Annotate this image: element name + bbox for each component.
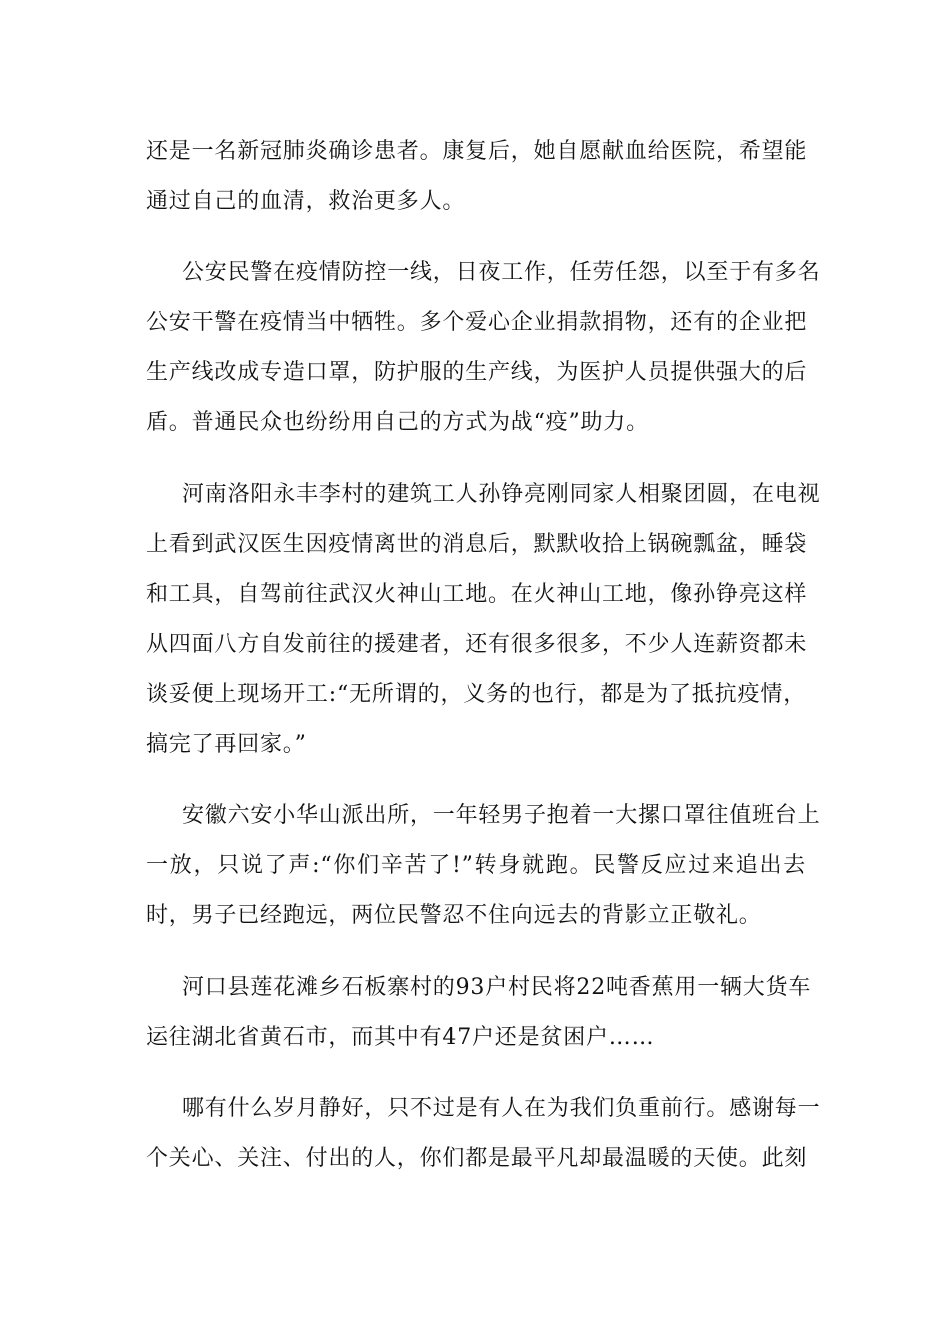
paragraph-2-line-1: 公安民警在疫情防控一线，日夜工作，任劳任怨，以至于有多名 xyxy=(182,260,821,285)
paragraph-5-line-1: 河口县莲花滩乡石板寨村的93户村民将22吨香蕉用一辆大货车 xyxy=(182,975,812,1000)
paragraph-4-line-2: 一放，只说了声:“你们辛苦了!”转身就跑。民警反应过来追出去 xyxy=(146,853,806,878)
paragraph-3-line-6: 搞完了再回家。” xyxy=(146,732,307,757)
paragraph-2-line-3: 生产线改成专造口罩，防护服的生产线，为医护人员提供强大的后 xyxy=(146,360,808,385)
paragraph-2-line-4: 盾。普通民众也纷纷用自己的方式为战“疫”助力。 xyxy=(146,410,649,435)
paragraph-3-line-4: 从四面八方自发前往的援建者，还有很多很多，不少人连薪资都未 xyxy=(146,632,808,657)
paragraph-3-line-5: 谈妥便上现场开工:“无所谓的，义务的也行，都是为了抵抗疫情， xyxy=(146,682,806,707)
paragraph-2-line-2: 公安干警在疫情当中牺牲。多个爱心企业捐款捐物，还有的企业把 xyxy=(146,310,808,335)
paragraph-5-line-2: 运往湖北省黄石市，而其中有47户还是贫困户…… xyxy=(146,1025,655,1050)
paragraph-4-line-1: 安徽六安小华山派出所，一年轻男子抱着一大摞口罩往值班台上 xyxy=(182,803,821,828)
paragraph-6-line-2: 个关心、关注、付出的人，你们都是最平凡却最温暖的天使。此刻 xyxy=(146,1146,808,1171)
paragraph-4-line-3: 时，男子已经跑远，两位民警忍不住向远去的背影立正敬礼。 xyxy=(146,903,762,928)
paragraph-1-line-1: 还是一名新冠肺炎确诊患者。康复后，她自愿献血给医院，希望能 xyxy=(146,139,808,164)
paragraph-6-line-1: 哪有什么岁月静好，只不过是有人在为我们负重前行。感谢每一 xyxy=(182,1096,821,1121)
paragraph-1-line-2: 通过自己的血清，救治更多人。 xyxy=(146,189,466,214)
paragraph-3-line-1: 河南洛阳永丰李村的建筑工人孙铮亮刚同家人相聚团圆，在电视 xyxy=(182,482,821,507)
paragraph-3-line-2: 上看到武汉医生因疫情离世的消息后，默默收拾上锅碗瓢盆，睡袋 xyxy=(146,532,808,557)
paragraph-3-line-3: 和工具，自驾前往武汉火神山工地。在火神山工地，像孙铮亮这样 xyxy=(146,582,808,607)
